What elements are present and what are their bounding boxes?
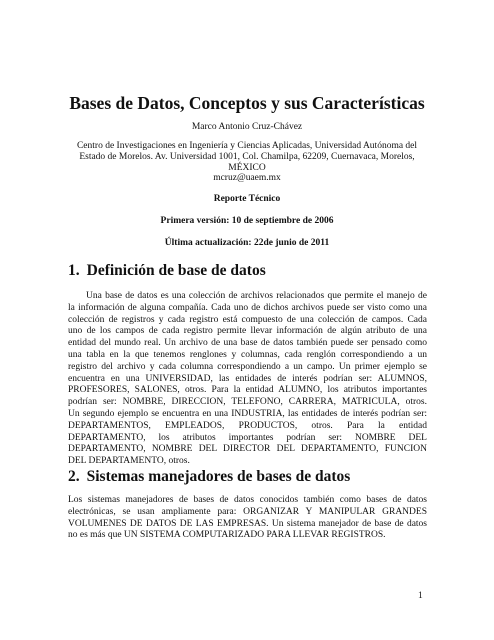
paragraph-line: encuentra en una UNIVERSIDAD, las entidades de interés podrían ser: ALUMNOS, (68, 373, 427, 384)
author-name: Marco Antonio Cruz-Chávez (191, 122, 303, 132)
page-number: 1 (418, 591, 423, 601)
author-email: mcruz@uaem.mx (213, 173, 281, 184)
report-type: Reporte Técnico (213, 194, 281, 204)
paragraph-line: Una base de datos es una colección de archivos relacionados que permite el manejo de (86, 291, 427, 301)
paragraph-line: una tabla en la que tenemos renglones y columnas, cada renglón correspondiendo a un (68, 349, 427, 360)
affiliation-line: MÉXICO (228, 162, 266, 173)
section-heading-2 (68, 468, 350, 486)
paragraph-line: electrónicas, se usan ampliamente para: ORGANIZAR Y MANIPULAR GRANDES (68, 506, 427, 517)
paragraph-line: uno de los campos de cada registro permite llevar información de algún atributo de una (68, 326, 427, 337)
paragraph-line: DEL DEPARTAMENTO, otros. (68, 456, 190, 467)
section-title: Definición de base de datos (86, 262, 266, 279)
section-1-paragraph (68, 291, 427, 468)
paragraph-line: VOLUMENES DE DATOS DE LAS EMPRESAS. Un sistema manejador de base de datos (68, 518, 427, 529)
paragraph-line: DEPARTAMENTOS, EMPLEADOS, PRODUCTOS, otros. Para la entidad (68, 420, 427, 431)
last-update-date: Última actualización: 22de junio de 2011 (164, 238, 330, 248)
paragraph-line: colección de registros y cada registro está compuesto de una colección de campos. Cada (68, 314, 427, 325)
section-number: 2. (68, 468, 80, 485)
paragraph-line: PROFESORES, SALONES, otros. Para la entidad ALUMNO, los atributos importantes (68, 385, 427, 396)
section-2-paragraph (68, 495, 427, 542)
first-version-date: Primera versión: 10 de septiembre de 2006 (160, 216, 334, 226)
affiliation-line: Estado de Morelos. Av. Universidad 1001, Col. Chamilpa, 62209, Cuernavaca, Morelos, (79, 151, 415, 162)
paragraph-line: Un segundo ejemplo se encuentra en una INDUSTRIA, las entidades de interés podrían ser: (68, 408, 427, 419)
paragraph-line: Los sistemas manejadores de bases de datos conocidos también como bases de datos (68, 495, 427, 505)
affiliation-block (58, 141, 436, 184)
paragraph-line: DEPARTAMENTO, NOMBRE DEL DIRECTOR DEL DEPARTAMENTO, FUNCION (68, 444, 427, 455)
paragraph-line: podrían ser: NOMBRE, DIRECCION, TELEFONO, CARRERA, MATRICULA, otros. (68, 397, 427, 408)
paragraph-line: registro del archivo y cada columna correspondiendo a un campo. Un primer ejemplo se (68, 361, 427, 372)
paragraph-line: no es más que UN SISTEMA COMPUTARIZADO PARA LLEVAR REGISTROS. (68, 530, 386, 541)
affiliation-line: Centro de Investigaciones en Ingeniería y Ciencias Aplicadas, Universidad Autónoma del (76, 141, 418, 151)
paragraph-line: DEPARTAMENTO, los atributos importantes podrían ser: NOMBRE DEL (68, 432, 427, 443)
section-heading-1 (68, 262, 266, 280)
paragraph-line: la información de alguna compañía. Cada uno de dichos archivos puede ser visto como una (68, 302, 427, 313)
section-number: 1. (68, 262, 80, 279)
paper-title: Bases de Datos, Conceptos y sus Características (69, 93, 425, 113)
paragraph-line: entidad del mundo real. Un archivo de una base de datos también puede ser pensado como (68, 338, 427, 349)
section-title: Sistemas manejadores de bases de datos (86, 468, 351, 485)
